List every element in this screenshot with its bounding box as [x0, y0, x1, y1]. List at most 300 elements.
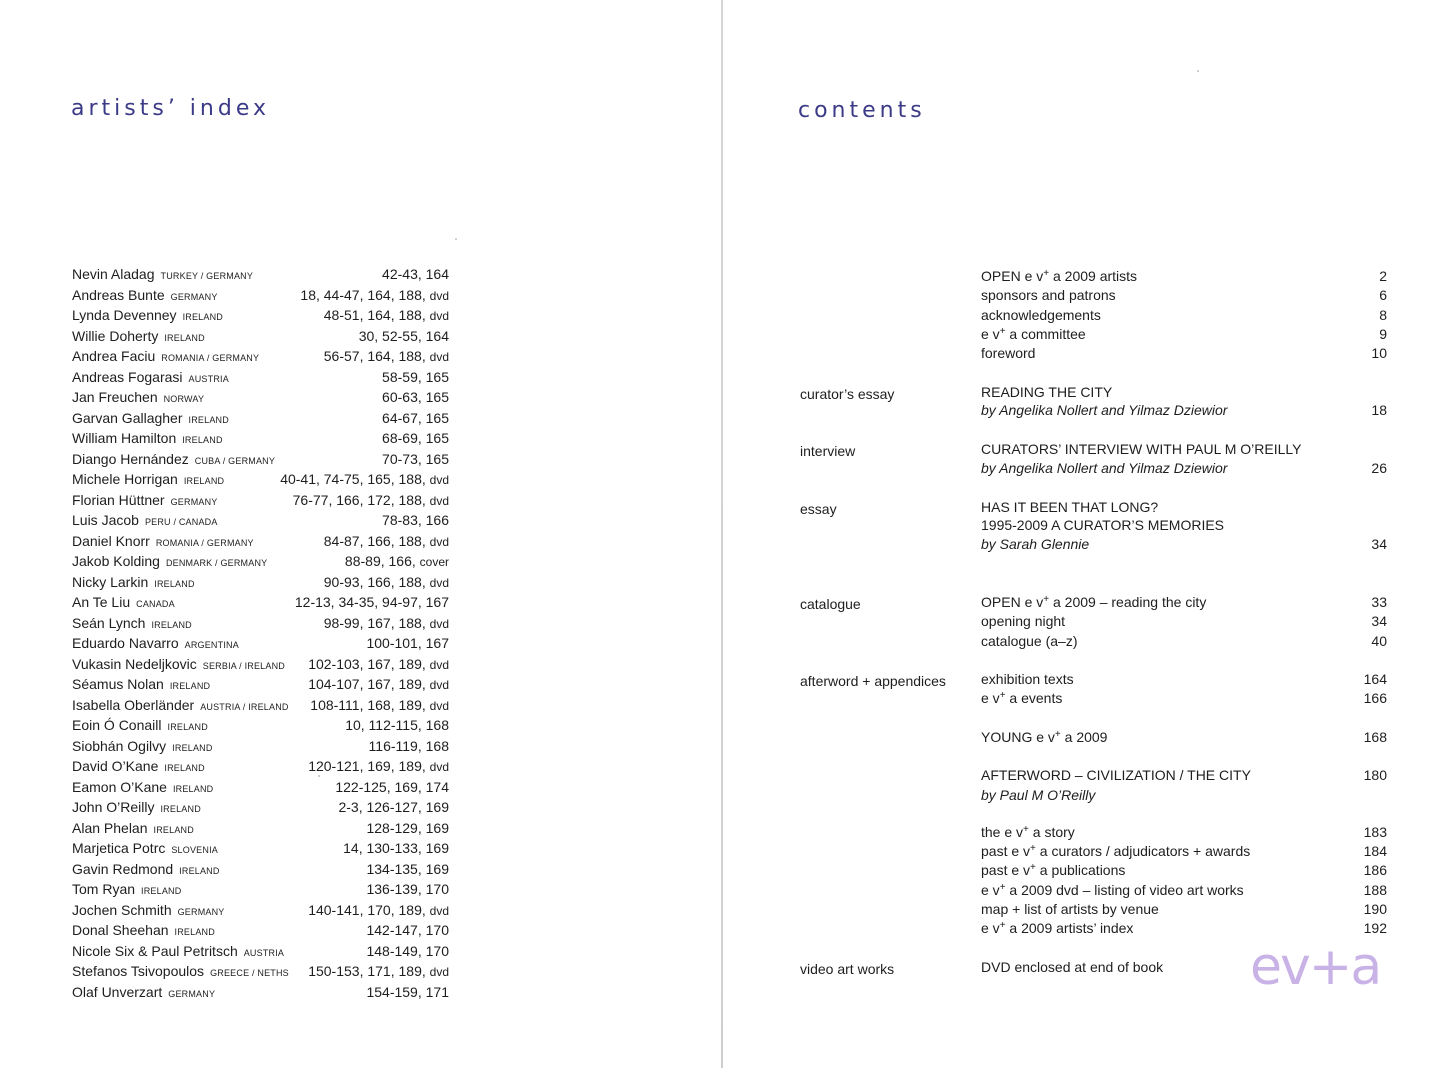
artist-pages [382, 428, 449, 448]
page-list: 128-129, 169 [366, 819, 449, 836]
page-list: 90-93, 166, 188, [323, 573, 426, 590]
entry-text-part: foreword [981, 345, 1036, 362]
page-list: 120-121, 169, 189, [308, 758, 426, 774]
artist-country: IRELAND [160, 804, 201, 814]
artist-name: Gavin Redmond [72, 860, 174, 877]
toc-entry [981, 535, 1387, 554]
artist-list [72, 264, 449, 1002]
artist-row [72, 326, 449, 347]
plus-sign: + [999, 920, 1006, 931]
entry-text-part: a 2009 – reading the city [1049, 594, 1207, 610]
artist-row [72, 674, 449, 695]
artist-pages [366, 633, 449, 653]
page-number: 40 [1371, 632, 1387, 649]
artist-country: IRELAND [182, 435, 223, 445]
page-number: 6 [1379, 287, 1387, 304]
page-list: 58-59, 165 [382, 368, 449, 385]
artist-pages [308, 900, 449, 921]
artist-pages [382, 387, 449, 407]
artist-pages [293, 490, 449, 511]
eva-logo [1248, 936, 1388, 992]
page-number: 33 [1371, 594, 1387, 610]
artist-name: Alan Phelan [72, 819, 148, 836]
page-list: 76-77, 166, 172, 188, [292, 491, 426, 508]
toc-entry [981, 842, 1387, 861]
page-suffix: dvd [429, 657, 449, 672]
artist-name: Eoin Ó Conaill [72, 717, 162, 733]
page-suffix: dvd [429, 575, 449, 590]
page-list: 68-69, 165 [382, 430, 449, 446]
logo-text: ev+a [1250, 937, 1381, 992]
entry-title: DVD enclosed at end of book [981, 959, 1164, 975]
toc-entry [981, 516, 1387, 535]
artist-name: Willie Doherty [72, 327, 159, 344]
entry-text-part: a events [1005, 690, 1063, 707]
artist-pages [295, 592, 449, 612]
entry-subtitle: 1995-2009 A CURATOR’S MEMORIES [981, 517, 1225, 533]
artist-pages [338, 797, 449, 817]
artist-name: Marjetica Potrc [72, 840, 166, 856]
page-suffix: dvd [429, 698, 449, 713]
artist-pages [308, 961, 449, 982]
page-list: 84-87, 166, 188, [323, 532, 426, 549]
page-suffix: dvd [429, 616, 449, 631]
page-list: 70-73, 165 [382, 450, 449, 467]
toc-entry [981, 306, 1387, 325]
page-list: 88-89, 166, [344, 553, 416, 569]
page-list: 30, 52-55, 164 [358, 327, 449, 344]
artist-country: IRELAND [169, 681, 211, 691]
page-number: 9 [1379, 325, 1387, 342]
artist-country: DENMARK / GERMANY [165, 558, 268, 568]
page-suffix: dvd [429, 493, 449, 508]
artist-name: John O’Reilly [72, 799, 155, 815]
entry-title: AFTERWORD – CIVILIZATION / THE CITY [981, 767, 1251, 783]
entry-title [981, 325, 1387, 344]
page-list: 14, 130-133, 169 [343, 840, 449, 856]
page-list: 98-99, 167, 188, [323, 614, 426, 631]
artist-pages [382, 449, 449, 469]
artist-name: Lynda Devenney [72, 307, 177, 323]
artist-pages [310, 695, 449, 716]
artist-country: IRELAND [172, 783, 214, 794]
entry-title [981, 842, 1387, 861]
entry-text-part: past e v [981, 843, 1031, 860]
artist-name: Eamon O’Kane [72, 778, 167, 795]
artist-country: AUSTRIA / IRELAND [200, 701, 289, 712]
entry-title: CURATORS’ INTERVIEW WITH PAUL M O’REILLY [981, 441, 1302, 457]
toc-entry [981, 612, 1387, 631]
print-speck [455, 238, 457, 240]
artist-row [72, 900, 449, 921]
toc-entry [981, 459, 1387, 478]
entry-title: READING THE CITY [981, 384, 1113, 400]
entry-text-part: e v [981, 325, 1000, 342]
artist-country: IRELAND [164, 763, 205, 773]
page-number: 184 [1363, 843, 1387, 860]
page-list: 148-149, 170 [366, 942, 449, 959]
artist-name: Olaf Unverzart [72, 983, 163, 1000]
entry-title: YOUNG e v+ a 2009 [981, 729, 1108, 745]
page-number: 168 [1363, 729, 1387, 745]
page-number: 2 [1379, 268, 1387, 284]
artist-country: IRELAND [141, 886, 182, 896]
toc-entry [981, 632, 1387, 651]
page-number: 180 [1363, 767, 1387, 783]
entry-text-part: e v [981, 881, 1000, 898]
artist-country: GERMANY [170, 496, 218, 507]
artist-name: Nicole Six & Paul Petritsch [72, 942, 238, 959]
artist-name: Jan Freuchen [72, 389, 158, 405]
page-list: 108-111, 168, 189, [310, 696, 426, 713]
artist-pages [345, 551, 449, 572]
page-suffix: dvd [429, 678, 449, 692]
artist-row [72, 613, 449, 634]
page-number: 188 [1363, 881, 1387, 898]
page-list: 154-159, 171 [366, 983, 449, 1000]
artist-row [72, 367, 449, 388]
artist-pages [324, 613, 449, 634]
artist-name: Donal Sheehan [72, 922, 169, 938]
artist-row [72, 654, 449, 675]
artist-pages [308, 674, 449, 695]
artist-name: An Te Liu [72, 594, 131, 610]
section-label: interview [800, 443, 856, 459]
contents-page [723, 0, 1445, 1068]
section-label: curator’s essay [800, 386, 895, 402]
plus-sign: + [999, 690, 1006, 702]
plus-sign: + [1043, 594, 1050, 605]
entry-title [981, 823, 1387, 842]
artist-pages [324, 572, 449, 593]
artist-pages [366, 818, 449, 838]
artist-country: AUSTRIA [188, 373, 229, 384]
page-number: 8 [1379, 306, 1387, 323]
entry-text-part: a committee [1005, 325, 1086, 342]
artist-country: ROMANIA / GERMANY [161, 353, 260, 363]
page-list: 42-43, 164 [382, 266, 449, 282]
artist-row [72, 592, 449, 613]
artist-country: IRELAND [153, 824, 194, 835]
page-number: 186 [1363, 862, 1387, 879]
page-list: 60-63, 165 [382, 389, 449, 405]
artist-pages [345, 715, 449, 735]
artist-pages [300, 285, 449, 306]
page-list: 102-103, 167, 189, [308, 655, 426, 672]
artist-country: CUBA / GERMANY [194, 455, 276, 466]
artist-row [72, 695, 449, 716]
artist-country: GREECE / NETHS [210, 968, 289, 978]
entry-title [981, 632, 1387, 651]
plus-sign: + [999, 881, 1006, 893]
page-list: 64-67, 165 [382, 409, 449, 426]
entry-text-part: catalogue (a–z) [981, 632, 1078, 649]
artist-name: David O’Kane [72, 758, 159, 774]
section-label: essay [800, 501, 837, 517]
artist-row [72, 572, 449, 593]
artist-name: Seán Lynch [72, 614, 146, 631]
artist-row [72, 982, 449, 1003]
artist-name: Isabella Oberländer [72, 696, 195, 713]
page-number: 190 [1363, 900, 1387, 917]
entry-text-part: e v [981, 920, 1000, 936]
artist-country: GERMANY [177, 906, 225, 917]
entry-title: HAS IT BEEN THAT LONG? [981, 499, 1159, 515]
entry-title [981, 881, 1387, 900]
page-list: 2-3, 126-127, 169 [338, 799, 449, 815]
artist-pages [369, 736, 449, 756]
artist-country: PERU / CANADA [144, 517, 218, 527]
page-list: 116-119, 168 [368, 737, 449, 754]
page-number: 18 [1371, 402, 1387, 418]
page-suffix: dvd [429, 350, 449, 364]
entry-text-part: a story [1028, 824, 1075, 840]
page-list: 134-135, 169 [366, 860, 449, 877]
entry-title [981, 344, 1387, 363]
artist-name: Andreas Bunte [72, 286, 165, 303]
entry-title [981, 286, 1387, 305]
toc-entry [981, 823, 1387, 842]
artist-name: Eduardo Navarro [72, 635, 179, 651]
artist-row [72, 428, 449, 449]
plus-sign: + [1030, 843, 1036, 855]
artist-country: SERBIA / IRELAND [202, 660, 285, 671]
artist-row [72, 408, 449, 429]
page-list: 104-107, 167, 189, [308, 676, 426, 692]
artist-row [72, 531, 449, 552]
page-title: artists’ index [71, 96, 270, 121]
toc-entry [981, 267, 1387, 286]
entry-title [981, 306, 1387, 325]
table-of-contents [723, 0, 1445, 1068]
artist-row [72, 305, 449, 326]
artist-name: Michele Horrigan [72, 471, 178, 487]
artist-name: Tom Ryan [72, 881, 136, 897]
page-list: 142-147, 170 [366, 922, 449, 938]
entry-text-part: a curators / adjudicators + awards [1035, 843, 1251, 860]
artist-row [72, 920, 449, 941]
artist-name: Jakob Kolding [72, 553, 160, 569]
entry-title [981, 612, 1387, 631]
plus-sign: + [1030, 862, 1036, 874]
toc-entry [981, 900, 1387, 919]
entry-title [981, 861, 1387, 880]
section-label: catalogue [800, 596, 861, 612]
entry-text-part: OPEN e v [981, 594, 1044, 610]
artist-country: IRELAND [151, 619, 192, 630]
page-suffix: dvd [429, 903, 449, 918]
page-number: 166 [1363, 690, 1387, 707]
toc-entry [981, 440, 1387, 459]
print-speck [1197, 70, 1199, 72]
artist-name: Diango Hernández [72, 450, 189, 467]
toc-entry [981, 766, 1387, 785]
artist-row [72, 715, 449, 736]
artist-country: IRELAND [188, 414, 229, 425]
entry-title [981, 593, 1387, 612]
artist-country: IRELAND [167, 722, 208, 732]
artist-country: NORWAY [163, 394, 205, 404]
page-number: 183 [1363, 824, 1387, 840]
toc-entry [981, 670, 1387, 689]
toc-entry [981, 728, 1387, 747]
artist-name: Garvan Gallagher [72, 409, 183, 426]
toc-entry [981, 861, 1387, 880]
page-list: 100-101, 167 [366, 635, 449, 651]
page-suffix: dvd [429, 288, 449, 303]
page-list: 18, 44-47, 164, 188, [300, 286, 426, 303]
artist-pages [324, 346, 449, 367]
page-suffix: dvd [429, 534, 449, 549]
artist-pages [280, 469, 449, 490]
entry-text-part: a 2009 artists’ index [1005, 920, 1134, 936]
artist-row [72, 633, 449, 654]
artist-pages [382, 264, 449, 284]
entry-text-part: map + list of artists by venue [981, 900, 1159, 917]
artist-row [72, 346, 449, 367]
plus-sign: + [1043, 268, 1050, 279]
page-suffix: dvd [429, 965, 449, 979]
artist-pages [366, 941, 449, 961]
artist-country: AUSTRIA [243, 947, 285, 958]
artist-country: IRELAND [164, 332, 205, 343]
toc-entry [981, 881, 1387, 900]
artist-row [72, 756, 449, 777]
artist-row [72, 961, 449, 982]
page-list: 40-41, 74-75, 165, 188, [280, 471, 426, 487]
print-speck [318, 775, 320, 777]
artist-row [72, 736, 449, 757]
entry-text-part: sponsors and patrons [981, 287, 1116, 304]
page-suffix: dvd [429, 473, 449, 487]
page-suffix: dvd [429, 309, 449, 323]
artist-pages [308, 756, 449, 777]
page-number: 10 [1371, 345, 1387, 362]
page-number: 34 [1371, 536, 1387, 552]
page-list: 10, 112-115, 168 [345, 717, 449, 733]
entry-text-part: exhibition texts [981, 671, 1074, 687]
plus-sign: + [1023, 824, 1029, 835]
artist-name: Vukasin Nedeljkovic [72, 655, 197, 672]
toc-entry [981, 383, 1387, 402]
artist-row [72, 818, 449, 839]
page-number: 34 [1371, 613, 1387, 630]
artist-pages [343, 838, 449, 858]
artist-country: IRELAND [154, 578, 195, 589]
section-label: afterword + appendices [800, 673, 946, 689]
entry-byline: by Sarah Glennie [981, 536, 1090, 552]
page-list: 140-141, 170, 189, [308, 901, 426, 918]
entry-text-part: a 2009 dvd – listing of video art works [1005, 881, 1244, 898]
artist-name: Siobhán Ogilvy [72, 737, 167, 754]
artist-row [72, 941, 449, 962]
artist-row [72, 777, 449, 798]
page-title: contents [798, 98, 926, 123]
artist-pages [382, 510, 449, 530]
artist-pages [382, 408, 449, 428]
entry-title [981, 267, 1387, 286]
artist-row [72, 859, 449, 880]
artist-name: Jochen Schmith [72, 901, 172, 918]
artist-row [72, 285, 449, 306]
artist-country: CANADA [136, 599, 175, 609]
artist-pages [366, 982, 449, 1002]
artist-name: Nicky Larkin [72, 573, 149, 590]
page-list: 136-139, 170 [366, 881, 449, 897]
artist-row [72, 469, 449, 490]
artist-name: Luis Jacob [72, 512, 139, 528]
page-suffix: cover [419, 555, 449, 569]
artist-row [72, 879, 449, 900]
artist-country: IRELAND [174, 927, 215, 937]
toc-entry [981, 498, 1387, 517]
artist-pages [308, 654, 449, 675]
artist-pages [335, 777, 449, 797]
page-list: 78-83, 166 [382, 512, 449, 528]
page-list: 122-125, 169, 174 [335, 778, 449, 795]
toc-entry [981, 401, 1387, 420]
toc-entry [981, 593, 1387, 612]
entry-text-part: OPEN e v [981, 268, 1044, 284]
page-list: 12-13, 34-35, 94-97, 167 [294, 594, 449, 610]
artist-row [72, 387, 449, 408]
entry-text-part: acknowledgements [981, 306, 1101, 323]
artist-country: GERMANY [170, 291, 218, 302]
page-list: 150-153, 171, 189, [308, 963, 426, 979]
artist-country: IRELAND [182, 312, 223, 322]
artist-row [72, 838, 449, 859]
entry-title [981, 689, 1387, 708]
artist-pages [359, 326, 449, 346]
entry-byline: by Angelika Nollert and Yilmaz Dziewior [981, 402, 1228, 418]
artist-name: William Hamilton [72, 430, 177, 446]
artist-country: TURKEY / GERMANY [160, 271, 254, 281]
artist-name: Andrea Faciu [72, 348, 156, 364]
artist-country: ROMANIA / GERMANY [155, 537, 254, 548]
page-number: 192 [1363, 920, 1387, 936]
artist-country: ARGENTINA [184, 640, 239, 650]
artist-country: GERMANY [168, 988, 216, 999]
artist-row [72, 551, 449, 572]
artist-pages [366, 879, 449, 899]
toc-entry [981, 325, 1387, 344]
artist-row [72, 490, 449, 511]
entry-title [981, 900, 1387, 919]
entry-text-part: the e v [981, 824, 1024, 840]
artist-pages [382, 367, 449, 387]
artist-pages [366, 859, 449, 879]
artist-pages [366, 920, 449, 940]
toc-entry [981, 286, 1387, 305]
entry-byline: by Paul M O’Reilly [981, 787, 1096, 803]
entry-title [981, 670, 1387, 689]
artist-row [72, 264, 449, 285]
section-label: video art works [800, 961, 895, 977]
page-suffix: dvd [429, 760, 449, 774]
artist-country: IRELAND [172, 742, 213, 753]
artist-name: Daniel Knorr [72, 532, 150, 549]
artist-pages [324, 531, 449, 552]
artist-country: IRELAND [179, 865, 220, 876]
entry-text-part: opening night [981, 613, 1066, 630]
artist-name: Florian Hüttner [72, 491, 165, 508]
entry-text-part: a 2009 artists [1049, 268, 1138, 284]
artist-country: IRELAND [183, 476, 225, 486]
artist-row [72, 449, 449, 470]
artist-pages [324, 305, 449, 326]
toc-entry [981, 689, 1387, 708]
page-list: 48-51, 164, 188, [323, 307, 426, 323]
